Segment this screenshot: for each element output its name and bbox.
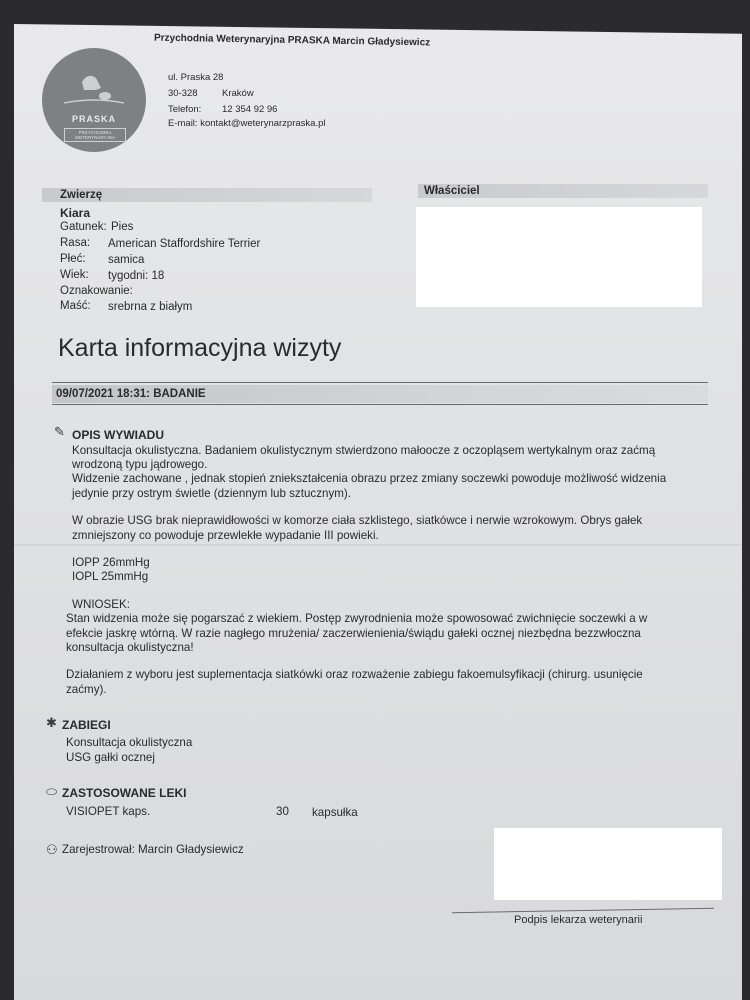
history-line: Działaniem z wyboru jest suplementacja siatkówki oraz rozważenie zabiegu fakoemulsyfikacji (chirurg. usunięcie xyxy=(66,668,643,681)
species-label: Gatunek: xyxy=(60,221,107,233)
divider-bottom xyxy=(52,404,708,405)
medication-qty: 30 xyxy=(276,805,289,818)
breed-label: Rasa: xyxy=(60,237,91,249)
procedure-item: USG gałki ocznej xyxy=(66,751,155,764)
history-line: Konsultacja okulistyczna. Badaniem okulistycznym stwierdzono małoocze z oczopląsem wertykalnym oraz zaćmą xyxy=(72,444,656,457)
animal-name: Kiara xyxy=(60,206,91,220)
pill-icon: ⬭ xyxy=(46,784,58,799)
history-line: IOPP 26mmHg xyxy=(72,556,150,569)
age-value: tygodni: 18 xyxy=(108,270,165,282)
breed-value: American Staffordshire Terrier xyxy=(108,238,261,250)
logo-subtitle: PRZYCHODNIA WETERYNARYJNA xyxy=(64,128,126,142)
clinic-logo xyxy=(42,48,146,152)
history-line: Stan widzenia może się pogarszać z wiekiem. Postęp zwyrodnienia może spowosować zwichnięcie soczewki a w xyxy=(66,612,648,625)
coat-label: Maść: xyxy=(60,300,91,312)
sex-label: Płeć: xyxy=(60,253,86,265)
clinic-email: E-mail: kontakt@weterynarzpraska.pl xyxy=(168,118,326,129)
document-title: Karta informacyjna wizyty xyxy=(58,334,342,362)
owner-section-title: Właściciel xyxy=(424,185,480,197)
medications-title: ZASTOSOWANE LEKI xyxy=(62,786,187,800)
history-line: WNIOSEK: xyxy=(72,598,130,611)
signature-redaction xyxy=(494,828,722,900)
history-title: OPIS WYWIADU xyxy=(72,428,164,442)
clinic-name: Przychodnia Weterynaryjna PRASKA Marcin Gładysiewicz xyxy=(153,32,431,49)
history-line: konsultacja okulistyczna! xyxy=(66,641,194,654)
history-line: W obrazie USG brak nieprawidłowości w komorze ciała szklistego, siatkówce i nerwie wzrokowym. Obrys gałek xyxy=(72,514,643,527)
clinic-phone: 12 354 92 96 xyxy=(222,104,278,115)
clinic-street: ul. Praska 28 xyxy=(168,72,224,83)
history-line: wrodzoną typu jądrowego. xyxy=(72,458,208,471)
animal-section-title: Zwierzę xyxy=(60,189,103,201)
history-line: zmniejszony co powoduje przewlekłe wypadanie III powieki. xyxy=(72,529,379,542)
history-line: efekcie jaskrę wtórną. W razie nagłego mrużenia/ zaczerwienienia/świądu gałeki ocznej niezbędna bezzwłoczna xyxy=(66,627,641,640)
species-value: Pies xyxy=(111,221,134,233)
history-line: jedynie przy ostrym świetle (dziennym lub sztucznym). xyxy=(72,487,351,500)
procedures-title: ZABIEGI xyxy=(62,718,111,732)
owner-redaction xyxy=(416,207,702,307)
history-line: IOPL 25mmHg xyxy=(72,570,149,583)
procedures-icon: ✱ xyxy=(46,715,57,730)
procedure-item: Konsultacja okulistyczna xyxy=(66,736,193,749)
logo-name: PRASKA xyxy=(71,114,116,124)
history-line: Widzenie zachowane , jednak stopień zniekształcenia obrazu przez zmiany soczewki powoduje możliwość widzenia xyxy=(72,472,667,485)
medication-unit: kapsułka xyxy=(312,806,358,819)
coat-value: srebrna z białym xyxy=(108,301,193,313)
registered-by: Zarejestrował: Marcin Gładysiewicz xyxy=(62,843,244,856)
history-line: zaćmy). xyxy=(66,683,107,696)
notes-icon: ✎ xyxy=(54,424,65,439)
medication-name: VISIOPET kaps. xyxy=(66,805,151,818)
user-icon: ⚇ xyxy=(46,842,58,857)
signature-label: Podpis lekarza weterynarii xyxy=(514,914,643,926)
clinic-phone-label: Telefon: xyxy=(168,104,202,115)
divider-top xyxy=(52,382,708,383)
sex-value: samica xyxy=(108,254,145,266)
clinic-city: Kraków xyxy=(222,88,254,99)
age-label: Wiek: xyxy=(60,269,89,281)
visit-header: 09/07/2021 18:31: BADANIE xyxy=(56,388,206,400)
marking-label: Oznakowanie: xyxy=(60,285,133,297)
clinic-postal: 30-328 xyxy=(168,88,198,99)
